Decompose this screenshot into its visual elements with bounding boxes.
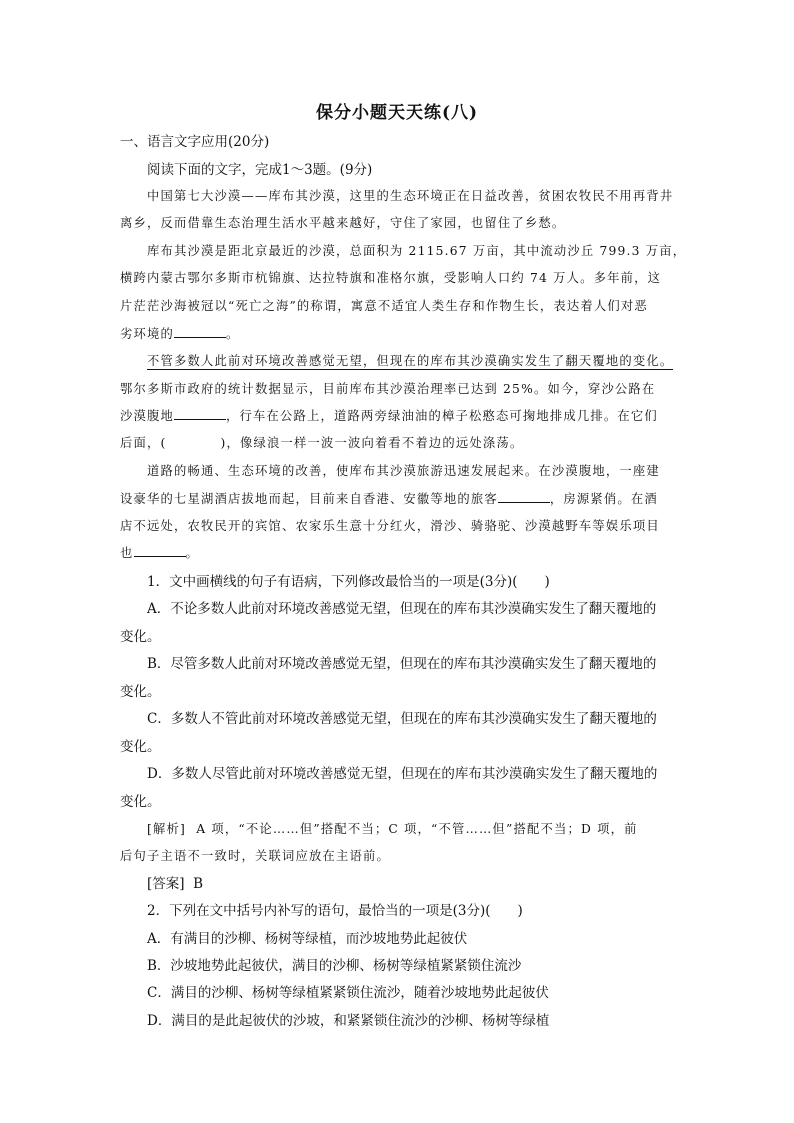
analysis-tag: [解析]: [147, 822, 186, 836]
underlined-text: 不管多数人此前对环境改善感觉无望，但现在的库布其沙漠确实发生了翻天覆地的变化。: [147, 354, 674, 368]
passage-text: 劣环境的: [120, 327, 174, 341]
passage-text: 也: [120, 546, 134, 560]
section-heading: 一、语言文字应用(20分): [120, 134, 270, 150]
passage-text: 。: [185, 546, 199, 560]
passage-line: 道路的畅通、生态环境的改善，使库布其沙漠旅游迅速发展起来。在沙漠腹地，一座建: [147, 464, 660, 478]
option-c: C．多数人不管此前对环境改善感觉无望，但现在的库布其沙漠确实发生了翻天覆地的: [147, 711, 657, 727]
passage-line: 店不远处，农牧民开的宾馆、农家乐生意十分红火，滑沙、骑骆驼、沙漠越野车等娱乐项目: [120, 519, 660, 533]
analysis-cont: 后句子主语不一致时，关联词应放在主语前。: [120, 849, 390, 863]
answer-value: B: [193, 876, 204, 892]
option-d-cont: 变化。: [120, 794, 161, 810]
fill-blank: [174, 325, 226, 338]
passage-line: 库布其沙漠是距北京最近的沙漠，总面积为 2115.67 万亩，其中流动沙丘 799.3 万亩，: [147, 244, 687, 258]
passage-line: [120, 543, 199, 563]
option-a-cont: 变化。: [120, 629, 161, 645]
page-title: 保分小题天天练(八): [315, 103, 479, 123]
passage-text: 设豪华的七星湖酒店拔地而起，目前来自香港、安徽等地的旅客: [120, 492, 498, 506]
passage-text: 。: [226, 327, 240, 341]
passage-text: ，行车在公路上，道路两旁绿油油的樟子松憨态可掬地排成几排。在它们: [226, 409, 658, 423]
passage-line: 后面，( )，像绿浪一样一波一波向着看不着边的远处涤荡。: [120, 436, 524, 450]
answer-tag: [答案]: [147, 876, 185, 892]
underlined-sentence: [147, 351, 673, 371]
fill-blank: [498, 490, 550, 503]
option-a: A．有满目的沙柳、杨树等绿植，而沙坡地势此起彼伏: [147, 931, 468, 947]
option-a: A．不论多数人此前对环境改善感觉无望，但现在的库布其沙漠确实发生了翻天覆地的: [147, 601, 657, 617]
option-d: D．多数人尽管此前对环境改善感觉无望，但现在的库布其沙漠确实发生了翻天覆地的: [147, 766, 658, 782]
option-b: B．沙坡地势此起彼伏，满目的沙柳、杨树等绿植紧紧锁住流沙: [147, 958, 522, 974]
option-b-cont: 变化。: [120, 684, 161, 700]
passage-text: ，房源紧俏。在酒: [549, 492, 658, 506]
question-stem: 2．下列在文中括号内补写的语句，最恰当的一项是(3分)( ): [147, 903, 523, 919]
passage-text: 沙漠腹地: [120, 409, 174, 423]
passage-line: [120, 324, 240, 344]
option-c-cont: 变化。: [120, 739, 161, 755]
passage-line: [120, 406, 658, 426]
answer: [147, 874, 203, 894]
option-b: B．尽管多数人此前对环境改善感觉无望，但现在的库布其沙漠确实发生了翻天覆地的: [147, 656, 657, 672]
analysis-text: A 项，“不论……但”搭配不当；C 项，“不管……但”搭配不当；D 项，前: [196, 822, 638, 836]
passage-line: 横跨内蒙古鄂尔多斯市杭锦旗、达拉特旗和准格尔旗，受影响人口约 74 万人。多年前，这: [120, 271, 662, 285]
passage-line: 中国第七大沙漠——库布其沙漠，这里的生态环境正在日益改善，贫困农牧民不用再背井: [147, 189, 674, 203]
analysis: [147, 819, 638, 839]
option-c: C．满目的沙柳、杨树等绿植紧紧锁住流沙，随着沙坡地势此起彼伏: [147, 985, 549, 1001]
fill-blank: [174, 407, 226, 420]
question-stem: 1．文中画横线的句子有语病，下列修改最恰当的一项是(3分)( ): [147, 574, 550, 590]
option-d: D．满目的是此起彼伏的沙坡，和紧紧锁住流沙的沙柳、杨树等绿植: [147, 1013, 550, 1029]
reading-instruction: 阅读下面的文字，完成1～3题。(9分): [147, 162, 373, 178]
passage-line: [120, 489, 658, 509]
fill-blank: [134, 544, 186, 557]
passage-line: 片茫茫沙海被冠以“死亡之海”的称谓，寓意不适宜人类生存和作物生长，表达着人们对恶: [120, 299, 648, 313]
passage-line: 离乡，反而借靠生态治理生活水平越来越好，守住了家园，也留住了乡愁。: [120, 216, 566, 230]
passage-line: 鄂尔多斯市政府的统计数据显示，目前库布其沙漠治理率已达到 25%。如今，穿沙公路在: [120, 382, 656, 396]
